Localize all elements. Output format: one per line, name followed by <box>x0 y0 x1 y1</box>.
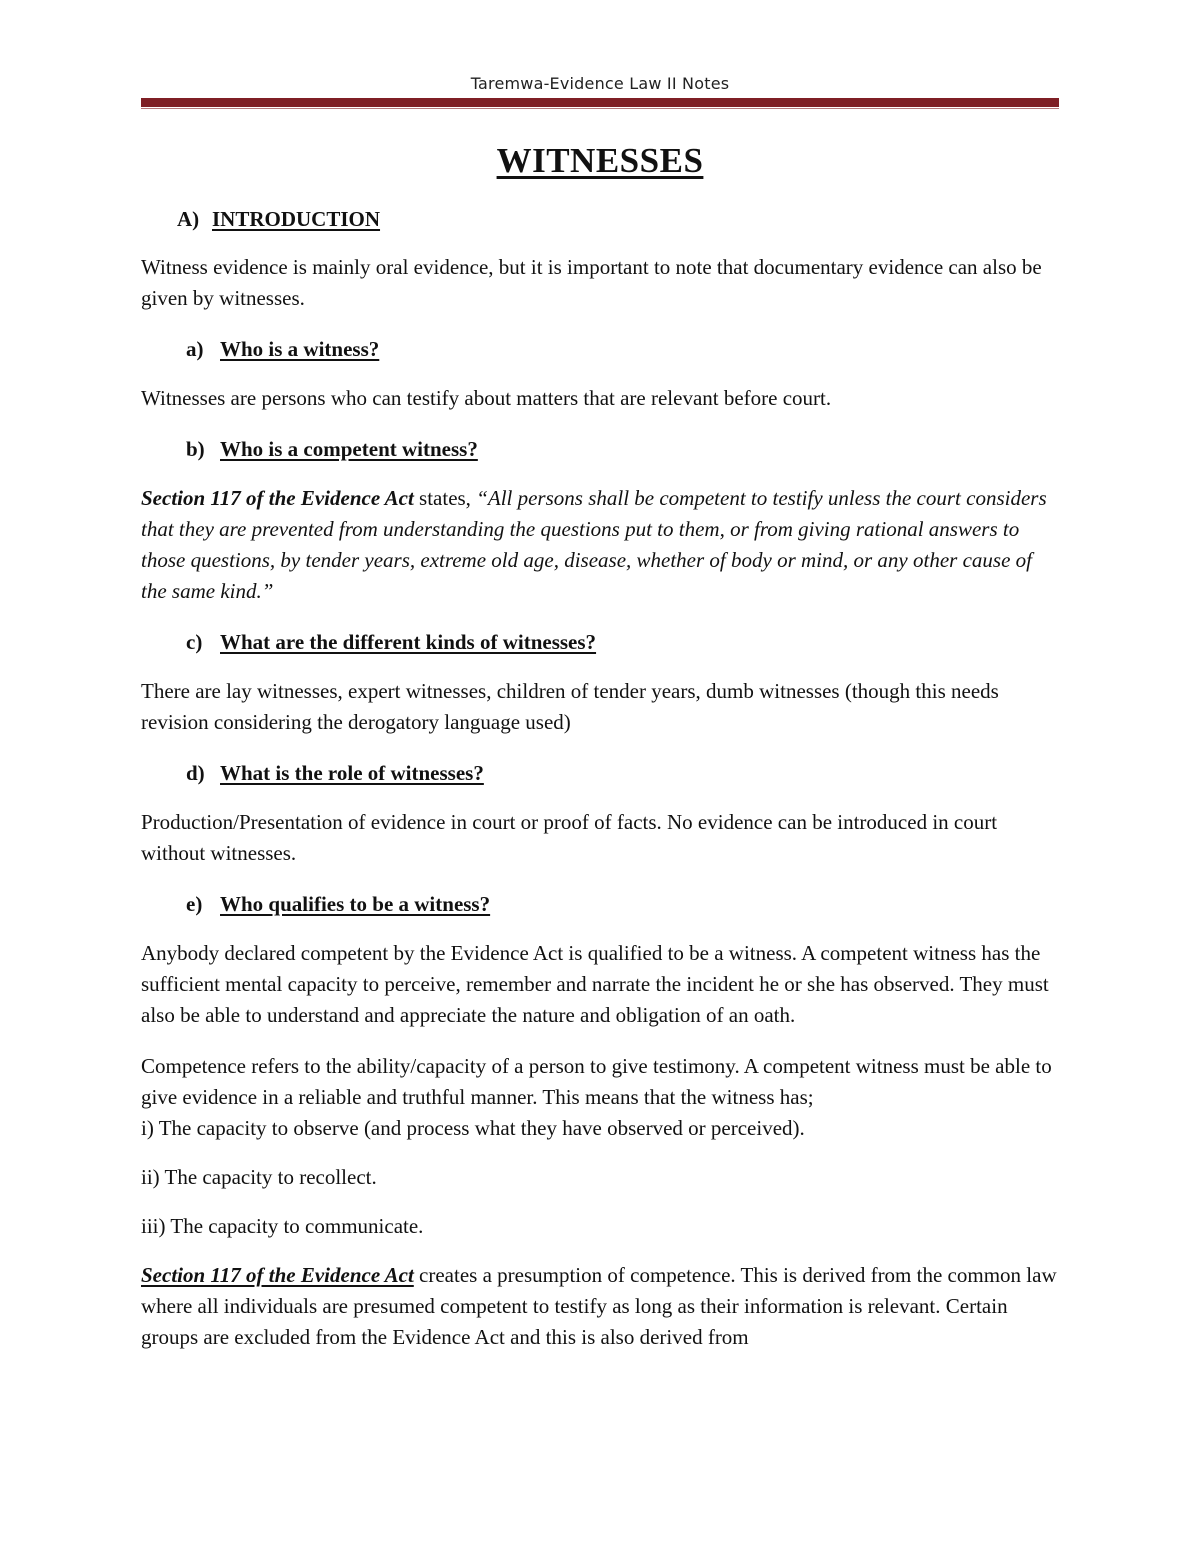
competence-paragraph: Competence refers to the ability/capacity of a person to give testimony. A competent witness must be able to give evidence in a reliable and truthful manner. This means that the witness has; <box>141 1054 1052 1109</box>
question-heading-text: What are the different kinds of witnesses? <box>220 630 597 654</box>
presumption-paragraph <box>141 1260 1059 1353</box>
answer-paragraph: Anybody declared competent by the Evidence Act is qualified to be a witness. A competent witness has the sufficient mental capacity to perceive, remember and narrate the incident he or she has observed. They must also be able to understand and appreciate the nature and obligation of an oath. <box>141 941 1049 1027</box>
header-rule <box>141 98 1059 107</box>
section-heading-text: INTRODUCTION <box>212 207 381 231</box>
section-heading-introduction <box>177 204 1059 235</box>
question-marker: c) <box>186 630 203 654</box>
question-heading-text: Who is a witness? <box>220 337 380 361</box>
question-marker: d) <box>186 761 205 785</box>
question-heading-competent-witness <box>186 434 1059 465</box>
page-title: WITNESSES <box>496 141 704 180</box>
running-header: Taremwa-Evidence Law II Notes <box>470 74 730 93</box>
header-rule-shadow <box>141 108 1059 109</box>
question-heading-text: Who qualifies to be a witness? <box>220 892 491 916</box>
statute-quote: “All persons shall be competent to testify unless the court considers that they are prevented from understanding the questions put to them, or from giving rational answers to those questions, by tender years, extreme old age, disease, whether of body or mind, or any other cause of the same kind.” <box>141 486 1047 603</box>
question-heading-text: What is the role of witnesses? <box>220 761 484 785</box>
section-marker: A) <box>177 207 200 231</box>
paragraph-text: states, <box>413 486 477 510</box>
answer-paragraph: Production/Presentation of evidence in court or proof of facts. No evidence can be introduced in court without witnesses. <box>141 810 998 865</box>
section-117-paragraph <box>141 483 1059 607</box>
capacity-item: iii) The capacity to communicate. <box>141 1214 424 1238</box>
question-marker: e) <box>186 892 203 916</box>
question-marker: b) <box>186 437 205 461</box>
statute-citation: Section 117 of the Evidence Act <box>141 1263 414 1287</box>
answer-paragraph: There are lay witnesses, expert witnesses, children of tender years, dumb witnesses (though this needs revision considering the derogatory language used) <box>141 679 999 734</box>
question-heading-who-is-witness <box>186 334 1059 365</box>
question-marker: a) <box>186 337 204 361</box>
capacity-item: ii) The capacity to recollect. <box>141 1165 377 1189</box>
answer-paragraph: Witnesses are persons who can testify about matters that are relevant before court. <box>141 386 832 410</box>
introduction-paragraph: Witness evidence is mainly oral evidence, but it is important to note that documentary evidence can also be given by witnesses. <box>141 255 1042 310</box>
question-heading-qualifies-witness <box>186 889 1059 920</box>
document-body <box>141 204 1059 1373</box>
capacity-item: i) The capacity to observe (and process what they have observed or perceived). <box>141 1116 805 1140</box>
question-heading-kinds-of-witnesses <box>186 627 1059 658</box>
question-heading-role-of-witnesses <box>186 758 1059 789</box>
statute-citation: Section 117 of the Evidence Act <box>141 486 414 510</box>
paragraph-text: creates a presumption of competence. This is derived from the common law where all individuals are presumed competent to testify as long as their information is relevant. Certain groups are excluded from the Evidence Act and this is also derived from <box>141 1263 1057 1349</box>
question-heading-text: Who is a competent witness? <box>220 437 478 461</box>
